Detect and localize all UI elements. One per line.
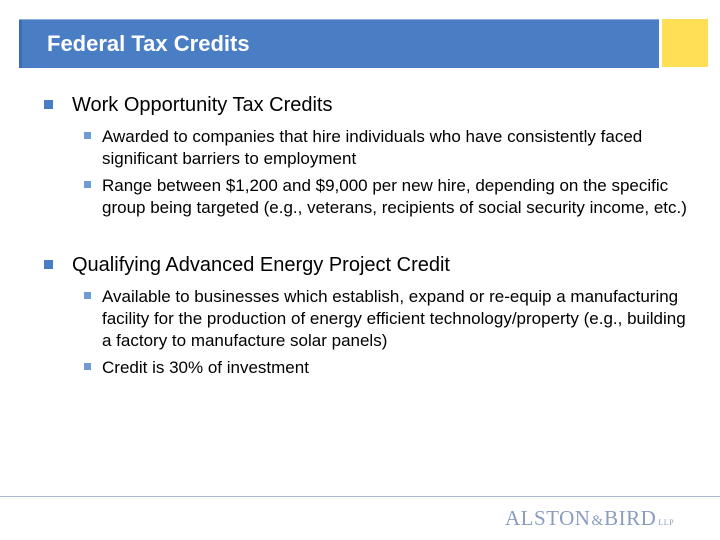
slide-title: Federal Tax Credits xyxy=(47,31,250,56)
sub-bullet-item xyxy=(72,286,694,352)
logo-text-bird: BIRD xyxy=(604,506,657,530)
footer-divider xyxy=(0,496,720,497)
sub-bullet-item xyxy=(72,175,694,219)
company-logo xyxy=(505,506,674,534)
logo-ampersand: & xyxy=(591,513,604,529)
sub-bullet-item xyxy=(72,357,694,379)
square-bullet-icon xyxy=(84,181,91,188)
bullet-list xyxy=(44,92,694,379)
logo-text-alston: ALSTON xyxy=(505,506,591,530)
square-bullet-icon xyxy=(84,132,91,139)
sub-bullet-text: Range between $1,200 and $9,000 per new hire, depending on the specific group being targeted (e.g., veterans, recipients of social security income, etc.) xyxy=(102,176,687,217)
accent-square xyxy=(662,19,708,67)
bullet-section-advanced-energy xyxy=(44,252,694,379)
sub-bullet-list xyxy=(72,286,694,379)
square-bullet-icon xyxy=(44,260,53,269)
slide-content xyxy=(44,92,694,379)
square-bullet-icon xyxy=(84,292,91,299)
square-bullet-icon xyxy=(44,100,53,109)
sub-bullet-text: Available to businesses which establish, expand or re-equip a manufacturing facility for the production of energy efficient technology/property (e.g., building a factory to manufacture solar panels) xyxy=(102,287,686,350)
logo-suffix: LLP xyxy=(658,518,675,527)
title-bar-edge xyxy=(19,20,22,68)
title-bar xyxy=(19,19,659,68)
sub-bullet-text: Awarded to companies that hire individuals who have consistently faced significant barriers to employment xyxy=(102,127,643,168)
square-bullet-icon xyxy=(84,363,91,370)
section-heading: Qualifying Advanced Energy Project Credit xyxy=(72,254,450,276)
sub-bullet-list xyxy=(72,126,694,219)
bullet-section-work-opportunity xyxy=(44,92,694,219)
sub-bullet-item xyxy=(72,126,694,170)
section-heading: Work Opportunity Tax Credits xyxy=(72,94,333,116)
sub-bullet-text: Credit is 30% of investment xyxy=(102,358,309,377)
